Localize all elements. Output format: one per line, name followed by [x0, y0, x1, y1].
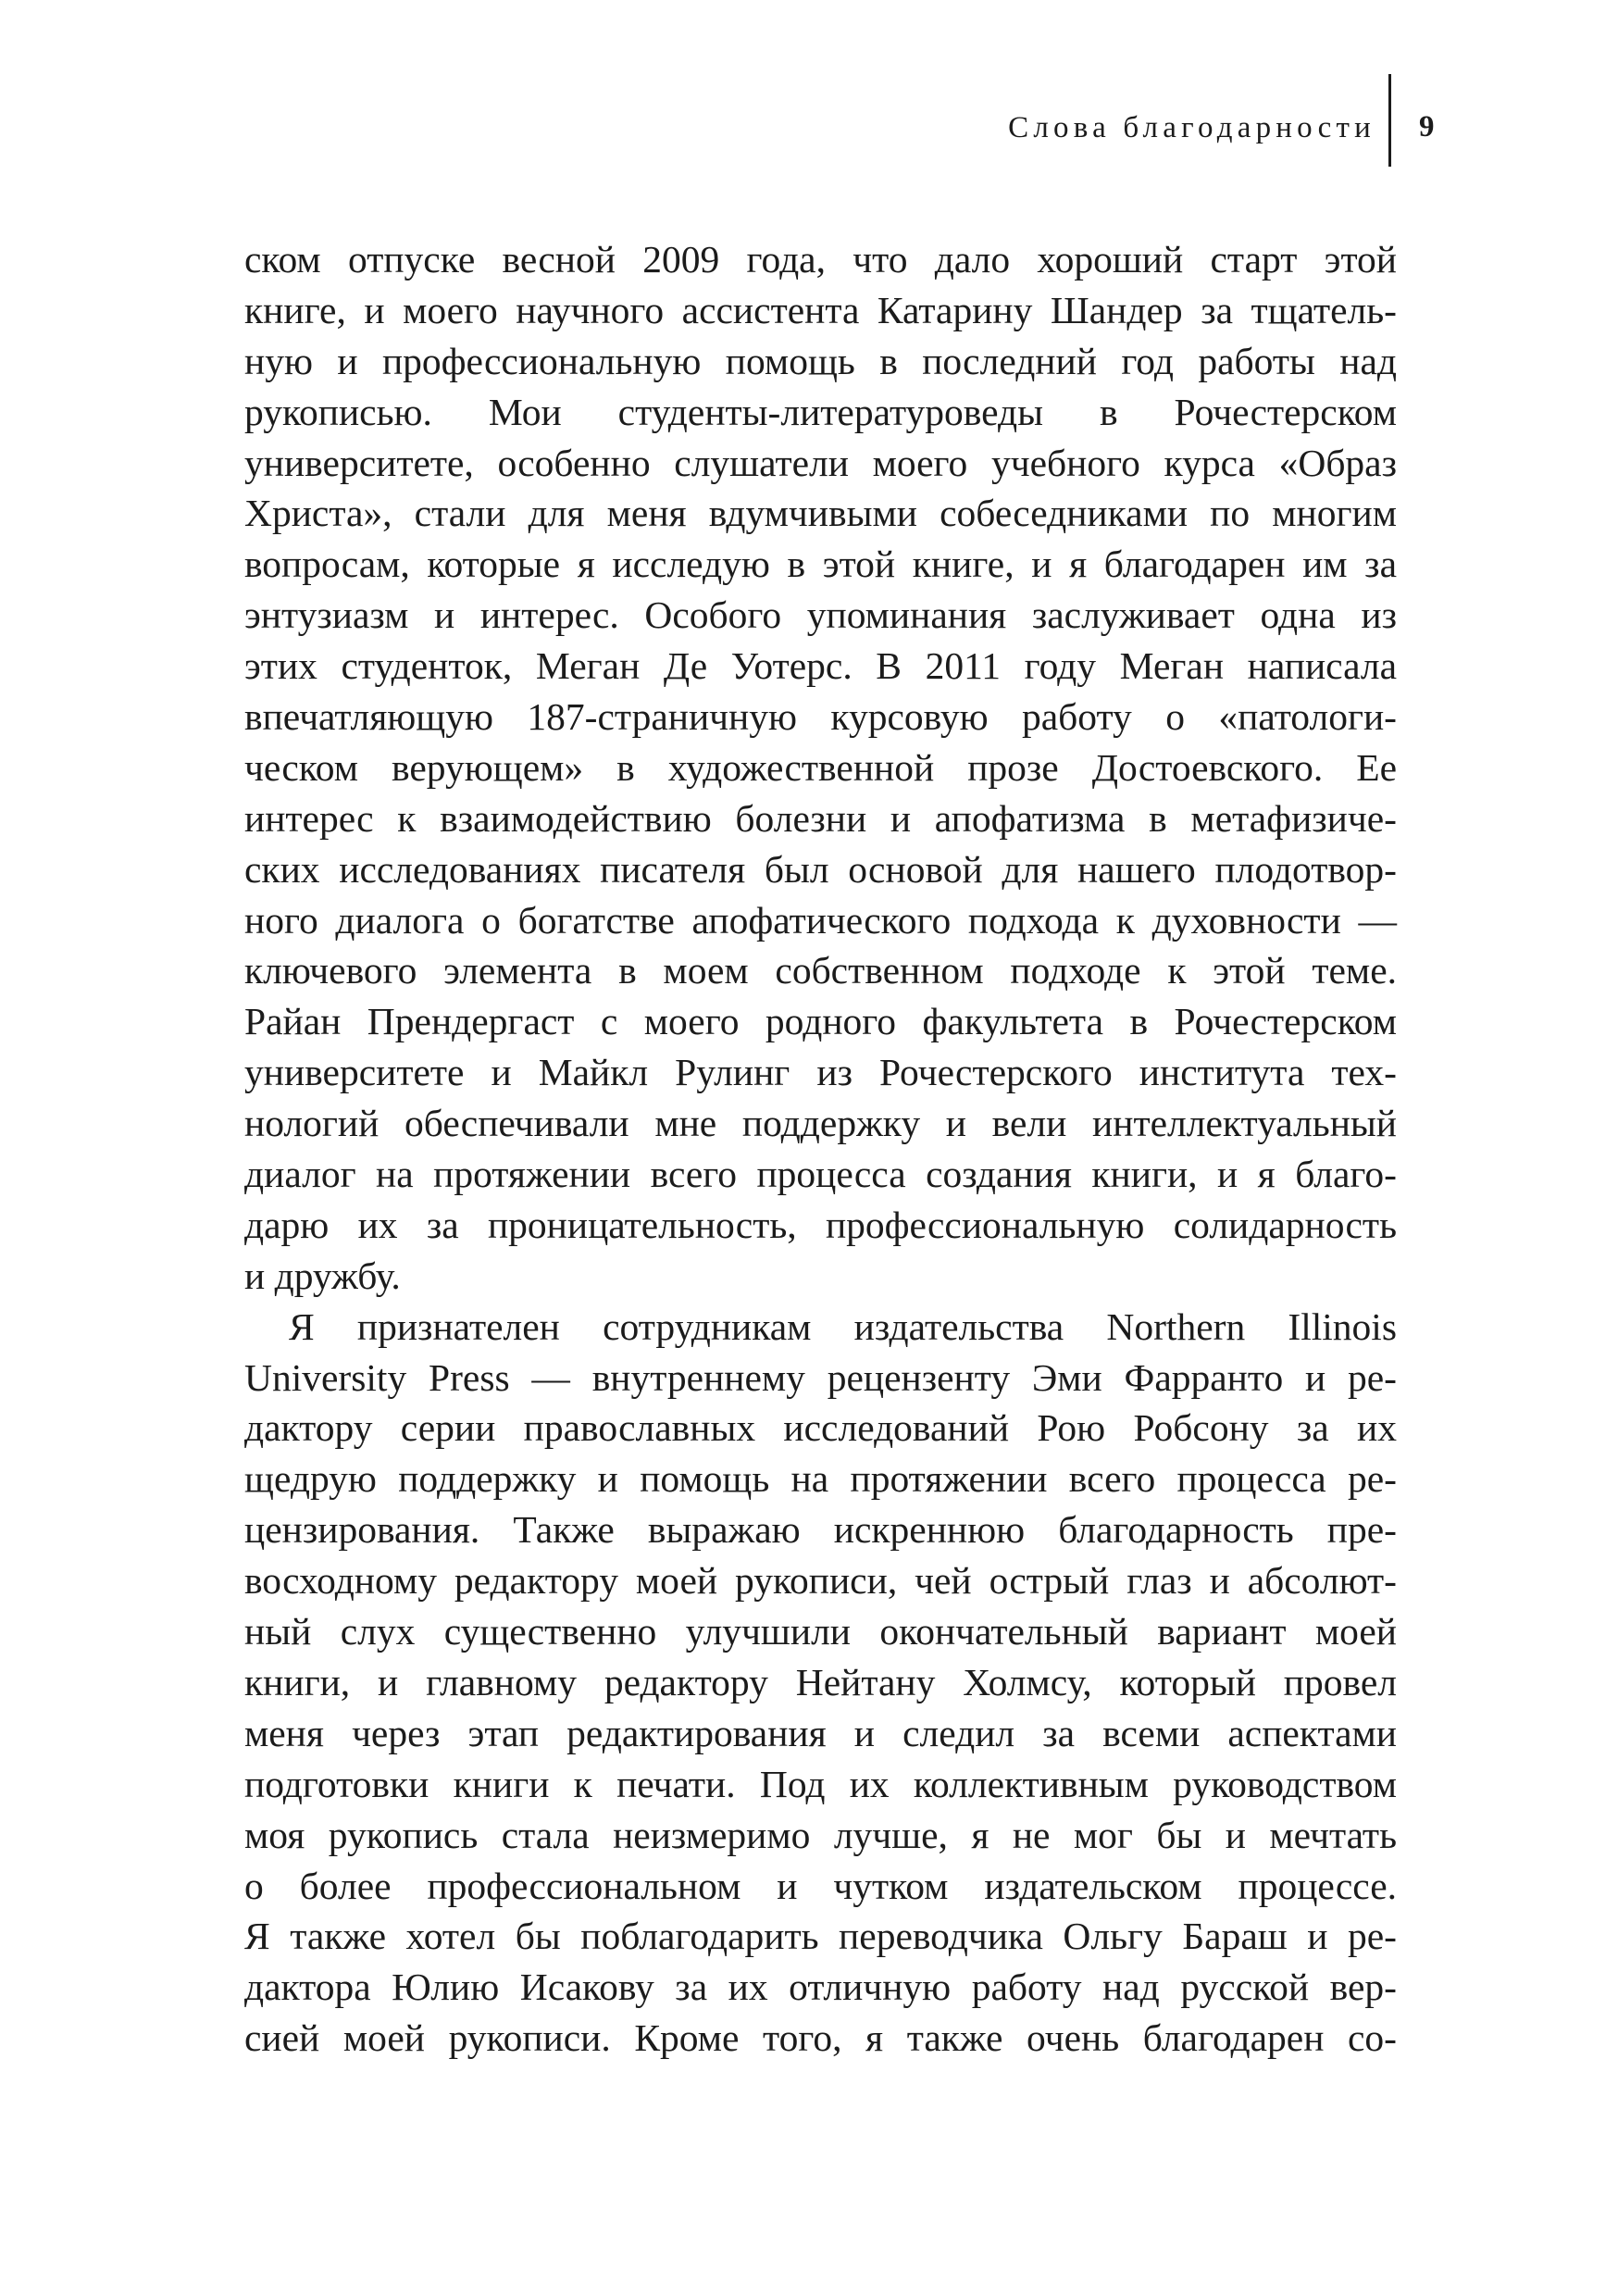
text-line: рукописью. Мои студенты-литературоведы в Рочестерском — [244, 390, 1397, 433]
text-line: моя рукопись стала неизмеримо лучше, я не мог бы и мечтать — [244, 1813, 1397, 1856]
text-line: нологий обеспечивали мне поддержку и вели интеллектуальный — [244, 1102, 1397, 1145]
page-number: 9 — [1419, 110, 1435, 144]
running-head-title: Слова благодарности — [1008, 111, 1375, 144]
text-line: подготовки книги к печати. Под их коллективным руководством — [244, 1762, 1397, 1805]
text-line: ную и профессиональную помощь в последний год работы над — [244, 339, 1397, 382]
running-head — [0, 104, 1618, 168]
text-line: цензирования. Также выражаю искреннюю благодарность пре- — [244, 1508, 1397, 1552]
text-line: ного диалога о богатстве апофатического подхода к духовности — — [244, 898, 1397, 942]
paragraph-2 — [244, 1302, 1397, 2064]
text-line: щедрую поддержку и помощь на протяжении всего процесса ре- — [244, 1457, 1397, 1501]
text-line: энтузиазм и интерес. Особого упоминания заслуживает одна из — [244, 593, 1397, 637]
text-line: Я признателен сотрудникам издательства Northern Illinois — [289, 1304, 1397, 1348]
text-line: этих студенток, Меган Де Уотерс. В 2011 году Меган написала — [244, 644, 1397, 688]
running-head-divider — [1388, 74, 1391, 167]
text-line: вопросам, которые я исследую в этой книге, и я благодарен им за — [244, 543, 1397, 586]
text-line: дактору серии православных исследований Рою Робсону за их — [244, 1406, 1397, 1450]
text-line: восходному редактору моей рукописи, чей острый глаз и абсолют- — [244, 1559, 1397, 1603]
text-line: впечатляющую 187-страничную курсовую работу о «патологи- — [244, 695, 1397, 739]
text-line: ских исследованиях писателя был основой для нашего плодотвор- — [244, 847, 1397, 891]
text-line: университете и Майкл Рулинг из Рочестерского института тех- — [244, 1051, 1397, 1094]
text-line: диалог на протяжении всего процесса создания книги, и я благо- — [244, 1153, 1397, 1196]
text-line: дактора Юлию Исакову за их отличную работу над русской вер- — [244, 1965, 1397, 2009]
text-line: сией моей рукописи. Кроме того, я также очень благодарен со- — [244, 2016, 1397, 2060]
text-line: меня через этап редактирования и следил за всеми аспектами — [244, 1711, 1397, 1754]
text-line: Христа», стали для меня вдумчивыми собеседниками по многим — [244, 492, 1397, 535]
body-text — [244, 234, 1397, 2064]
text-line: книге, и моего научного ассистента Катарину Шандер за тщатель- — [244, 288, 1397, 331]
text-line: ный слух существенно улучшили окончательный вариант моей — [244, 1610, 1397, 1653]
text-line: о более профессиональном и чутком издательском процессе. — [244, 1864, 1397, 1907]
text-line: и дружбу. — [244, 1254, 401, 1297]
text-line: интерес к взаимодействию болезни и апофатизма в метафизиче- — [244, 796, 1397, 840]
text-line: Райан Прендергаст с моего родного факультета в Рочестерском — [244, 1000, 1397, 1043]
text-line: University Press — внутреннему рецензенту Эми Фарранто и ре- — [244, 1355, 1397, 1399]
text-line: ческом верующем» в художественной прозе Достоевского. Ее — [244, 745, 1397, 789]
text-line: Я также хотел бы поблагодарить переводчика Ольгу Бараш и ре- — [244, 1915, 1397, 1958]
text-line: университете, особенно слушатели моего учебного курса «Образ — [244, 441, 1397, 484]
paragraph-1 — [244, 234, 1397, 1302]
text-line: ключевого элемента в моем собственном подходе к этой теме. — [244, 949, 1397, 992]
text-line: ском отпуске весной 2009 года, что дало хороший старт этой — [244, 238, 1397, 281]
text-line: дарю их за проницательность, профессиональную солидарность — [244, 1203, 1397, 1246]
text-line: книги, и главному редактору Нейтану Холмсу, который провел — [244, 1660, 1397, 1703]
